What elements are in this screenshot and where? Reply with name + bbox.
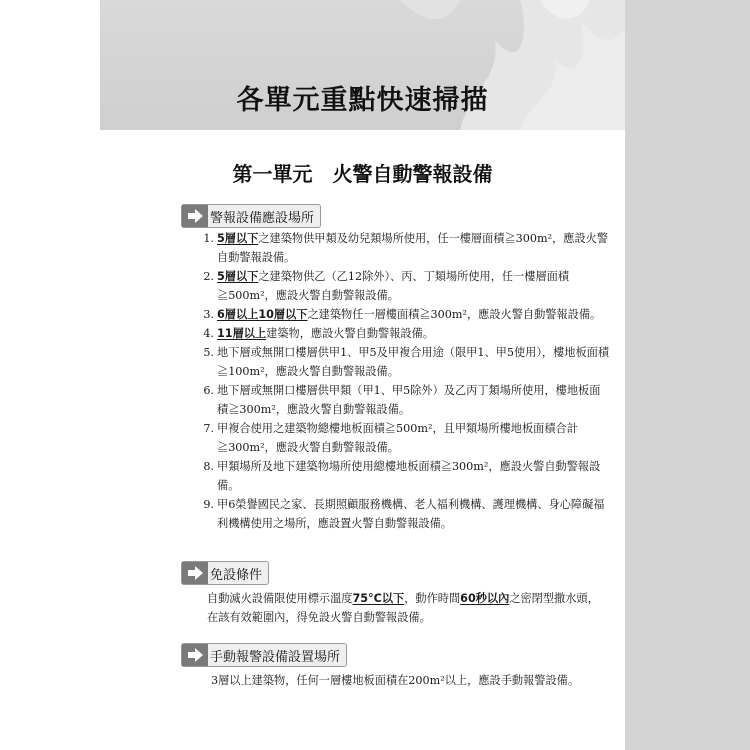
- section-tag-manual-alarm: [181, 643, 347, 667]
- list-item: 8. 甲類場所及地下建築物場所使用總樓地板面積≧300m²，應設火警自動警報設備。: [203, 460, 601, 492]
- list-item: 4. 11層以上建築物，應設火警自動警報設備。: [203, 327, 434, 340]
- right-arrow-icon: [182, 205, 208, 227]
- sidebar-band: [625, 0, 750, 750]
- list-item: 5. 地下層或無開口樓層供甲1、甲5及甲複合用途（限甲1、甲5使用），樓地板面積≧100m²，應設火警自動警報設備。: [203, 346, 610, 378]
- section-label: 免設條件: [210, 567, 263, 583]
- manual-alarm-text: 3層以上建築物，任何一層樓地板面積在200m²以上，應設手動報警設備。: [211, 674, 580, 687]
- list-item: 3. 6層以上10層以下之建築物任一層樓面積≧300m²，應設火警自動警報設備。: [203, 308, 602, 321]
- section-label: 警報設備應設場所: [210, 210, 315, 226]
- right-arrow-icon: [182, 644, 208, 666]
- list-item: 2. 5層以下之建築物供乙（乙12除外）、丙、丁類場所使用，任一樓層面積≧500m²，應設火警自動警報設備。: [203, 270, 570, 302]
- page-title: 各單元重點快速掃描: [236, 85, 489, 116]
- chapter-title: 第一單元 火警自動警報設備: [232, 162, 493, 186]
- list-item: 6. 地下層或無開口樓層供甲類（甲1、甲5除外）及乙丙丁類場所使用，樓地板面積≧300m²，應設火警自動警報設備。: [203, 384, 601, 416]
- alarm-location-list: [190, 229, 610, 533]
- list-item: 1. 5層以下之建築物供甲類及幼兒類場所使用，任一樓層面積≧300m²，應設火警自動警報設備。: [203, 232, 609, 264]
- list-item: 7. 甲複合使用之建築物總樓地板面積≧500m²，且甲類場所樓地板面積合計≧300m²，應設火警自動警報設備。: [203, 422, 578, 454]
- right-arrow-icon: [182, 562, 208, 584]
- section-label: 手動報警設備設置場所: [210, 649, 341, 665]
- section-tag-exemption: [181, 561, 269, 585]
- list-item: 9. 甲6榮譽國民之家、長期照顧服務機構、老人福利機構、護理機構、身心障礙福利機構使用之場所，應設置火警自動警報設備。: [203, 498, 605, 530]
- exemption-text: 自動滅火設備限使用標示溫度75°C以下，動作時間60秒以內之密閉型撒水頭，在該有效範圍內，得免設火警自動警報設備。: [207, 592, 599, 624]
- section-tag-alarm-locations: [181, 204, 321, 228]
